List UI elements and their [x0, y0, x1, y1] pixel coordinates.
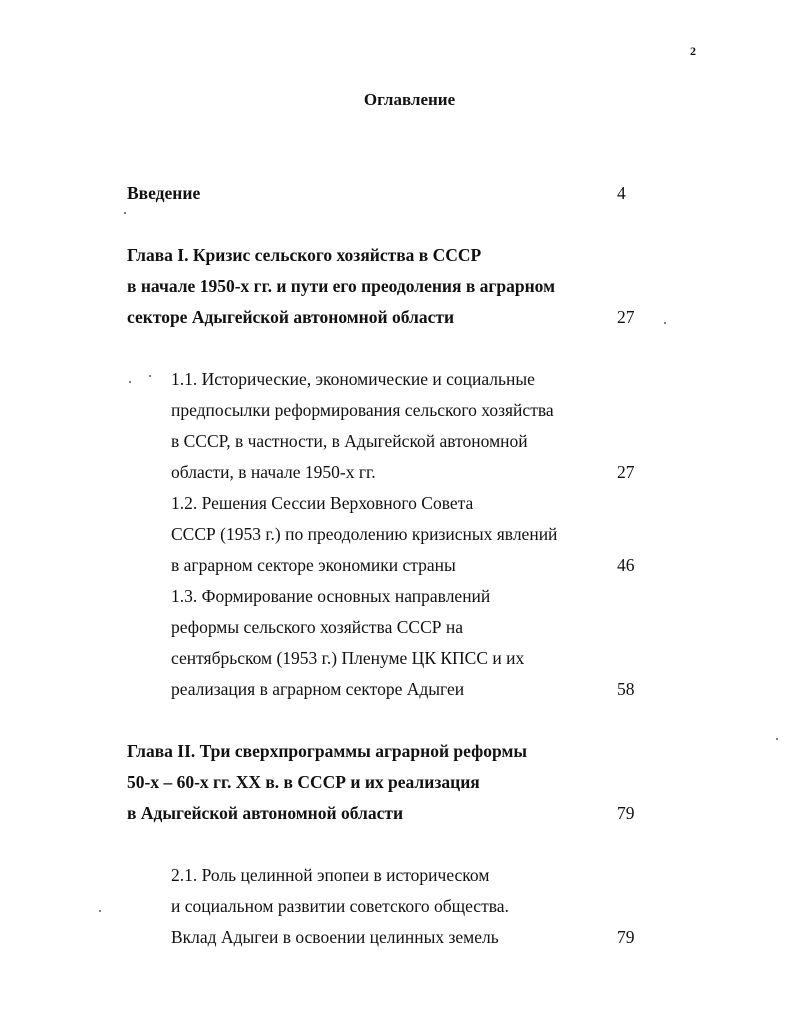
toc-line: в СССР, в частности, в Адыгейской автономной — [171, 431, 528, 451]
toc-page-number: 79 — [617, 803, 635, 823]
scan-speck — [124, 212, 126, 214]
toc-line: в Адыгейской автономной области — [127, 803, 404, 823]
toc-page-number: 27 — [617, 462, 635, 482]
page-number: 2 — [690, 44, 696, 58]
toc-line: Глава II. Три сверхпрограммы аграрной реформы — [127, 741, 528, 761]
toc-line: 50-х – 60-х гг. XX в. в СССР и их реализация — [127, 772, 480, 792]
toc-page-number: 27 — [617, 307, 635, 327]
toc-line: 1.2. Решения Сессии Верховного Совета — [171, 493, 474, 513]
toc-page-number: 4 — [617, 183, 626, 203]
toc-line: 2.1. Роль целинной эпопеи в историческом — [171, 865, 490, 885]
toc-line: Глава I. Кризис сельского хозяйства в СССР — [127, 245, 482, 265]
toc-line: Вклад Адыгеи в освоении целинных земель — [171, 927, 499, 947]
toc-line: и социальном развитии советского общества. — [171, 896, 509, 916]
toc-page-number: 46 — [617, 555, 635, 575]
toc-line: реализация в аграрном секторе Адыгеи — [171, 679, 465, 699]
toc-line: в аграрном секторе экономики страны — [171, 555, 456, 575]
scan-speck — [776, 738, 778, 740]
toc-line: реформы сельского хозяйства СССР на — [171, 617, 463, 637]
toc-line: сентябрьском (1953 г.) Пленуме ЦК КПСС и их — [171, 648, 525, 668]
toc-line: Введение — [127, 183, 201, 203]
toc-line: предпосылки реформирования сельского хозяйства — [171, 400, 554, 420]
toc-line: в начале 1950-х гг. и пути его преодоления в аграрном — [127, 276, 556, 296]
toc-line: 1.3. Формирование основных направлений — [171, 586, 491, 606]
scan-speck — [664, 322, 666, 324]
scan-speck — [99, 910, 101, 912]
toc-line: СССР (1953 г.) по преодолению кризисных явлений — [171, 524, 558, 544]
toc-line: 1.1. Исторические, экономические и социальные — [171, 369, 535, 389]
toc-page-number: 58 — [617, 679, 635, 699]
page-title: Оглавление — [363, 90, 456, 109]
toc-page-number: 79 — [617, 927, 635, 947]
scan-speck — [129, 381, 131, 383]
scan-speck — [149, 375, 151, 377]
toc-line: области, в начале 1950-х гг. — [171, 462, 376, 482]
toc-line: секторе Адыгейской автономной области — [127, 307, 455, 327]
